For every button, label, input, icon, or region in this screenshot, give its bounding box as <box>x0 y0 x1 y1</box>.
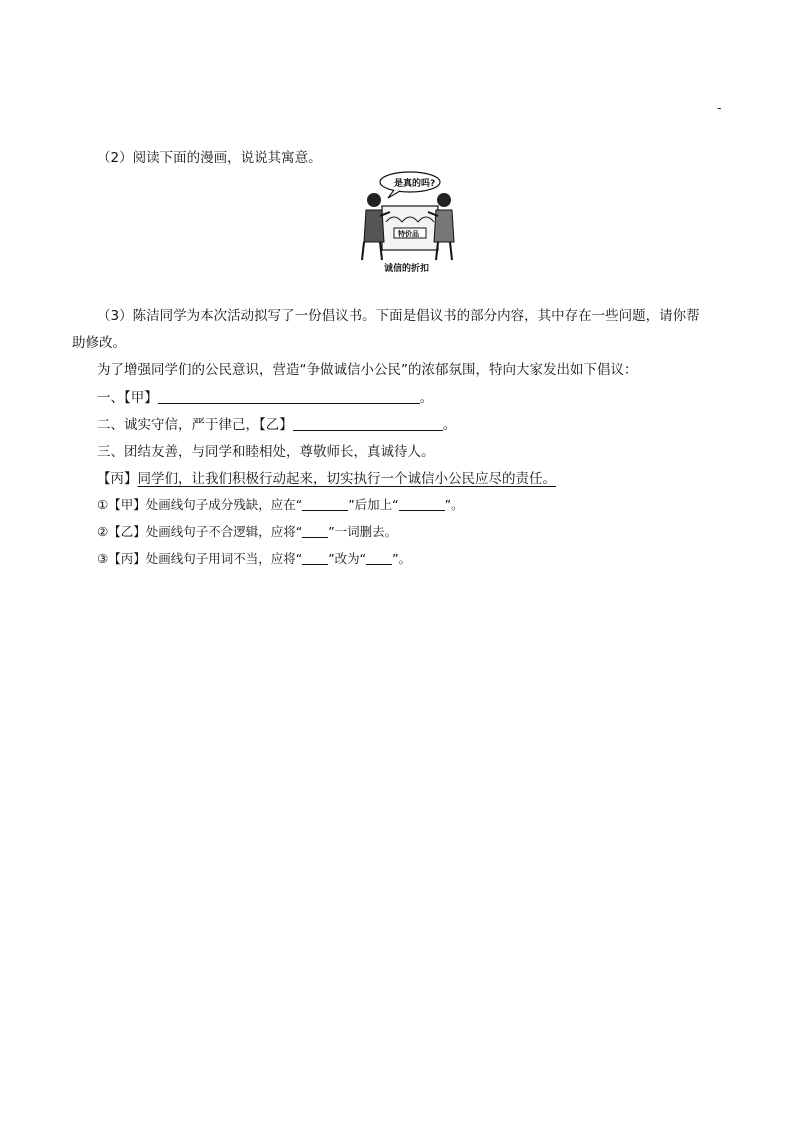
item-2-suffix: 。 <box>442 417 457 433</box>
sub-question-3 <box>97 549 411 567</box>
item-1-prefix: 一、【甲】 <box>97 390 158 406</box>
item-2-blank[interactable] <box>293 417 443 431</box>
proposal-lead: 为了增强同学们的公民意识，营造“争做诚信小公民”的浓郁氛围，特向大家发出如下倡议： <box>97 362 638 378</box>
proposal-item-4 <box>97 467 556 487</box>
sub-1-part-b: ”后加上“ <box>348 497 399 512</box>
sub-2-blank[interactable] <box>302 524 328 538</box>
item-2-prefix: 二、诚实守信，严于律己，【乙】 <box>97 417 293 433</box>
question-2: （2）阅读下面的漫画，说说其寓意。 <box>97 150 322 166</box>
sub-1-part-c: ”。 <box>444 497 464 512</box>
proposal-item-1 <box>97 386 433 406</box>
cartoon-bubble-text: 是真的吗? <box>394 179 436 189</box>
question-3-intro-line2: 助修改。 <box>72 335 126 351</box>
corner-mark: - <box>717 100 722 115</box>
question-3-intro-line1: （3）陈洁同学为本次活动拟写了一份倡议书。下面是倡议书的部分内容，其中存在一些问题，请你帮 <box>97 308 700 324</box>
item-1-suffix: 。 <box>419 390 434 406</box>
sub-3-part-a: ③【丙】处画线句子用词不当，应将“ <box>97 551 303 566</box>
sub-3-part-c: ”。 <box>392 551 412 566</box>
cartoon-caption: 诚信的折扣 <box>384 264 430 274</box>
sub-1-blank-2[interactable] <box>399 497 445 511</box>
item-1-blank[interactable] <box>158 390 420 404</box>
sub-3-blank-1[interactable] <box>302 551 328 565</box>
proposal-item-3: 三、团结友善，与同学和睦相处，尊敬师长，真诚待人。 <box>97 444 435 460</box>
cartoon-illustration <box>354 166 464 274</box>
sub-2-part-a: ②【乙】处画线句子不合逻辑，应将“ <box>97 524 303 539</box>
cartoon-sign-text: 特价品 <box>398 230 419 238</box>
sub-question-2 <box>97 522 397 540</box>
sub-question-1 <box>97 495 464 513</box>
sub-3-blank-2[interactable] <box>366 551 392 565</box>
sub-3-part-b: ”改为“ <box>328 551 367 566</box>
sub-2-part-b: ”一词删去。 <box>328 524 398 539</box>
item-4-marker: 【丙】 <box>97 471 138 487</box>
proposal-item-2 <box>97 413 456 433</box>
sub-1-blank-1[interactable] <box>302 497 348 511</box>
sub-1-part-a: ①【甲】处画线句子成分残缺，应在“ <box>97 497 303 512</box>
item-4-text: 同学们，让我们积极行动起来，切实执行一个诚信小公民应尽的责任。 <box>137 471 556 487</box>
